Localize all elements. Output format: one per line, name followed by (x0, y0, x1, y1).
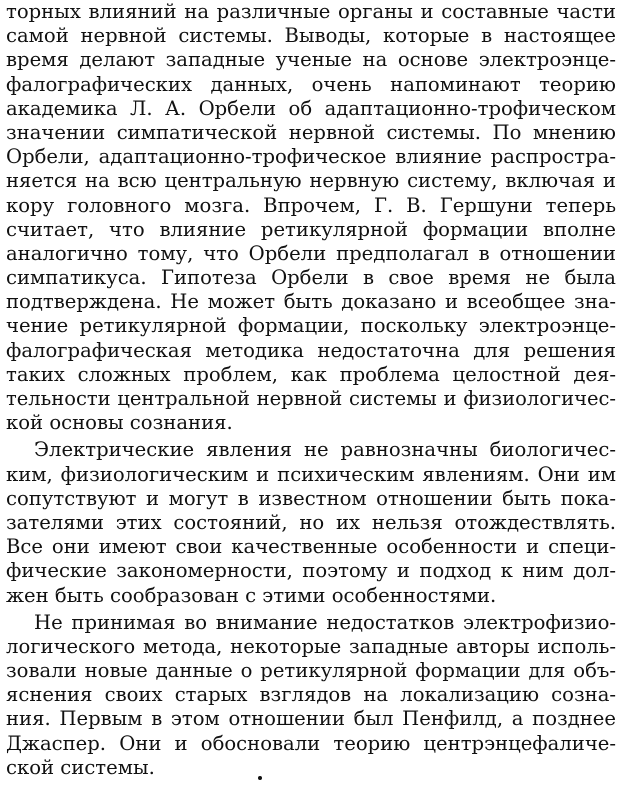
paragraph-1 (6, 0, 616, 435)
text-line: Все они имеют свои качественные особенности и специ- (6, 535, 616, 559)
text-line: считает, что влияние ретикулярной формации вполне (6, 217, 616, 241)
text-line: няется на всю центральную нервную систему, включая и (6, 169, 616, 193)
text-line: Орбели, адаптационно-трофическое влияние распростра- (6, 145, 616, 169)
text-line: жен быть сообразован с этими особенностями. (6, 583, 497, 607)
text-line: таких сложных проблем, как проблема целостной дея- (6, 362, 616, 386)
text-line: симпатикуса. Гипотеза Орбели в свое время не была (6, 266, 616, 290)
text-line: подтверждена. Не может быть доказано и всеобщее зна- (6, 290, 616, 314)
text-line: логического метода, некоторые западные авторы исполь- (6, 634, 616, 658)
text-line: фические закономерности, поэтому и подход к ним дол- (6, 559, 616, 583)
document-page (6, 0, 616, 787)
text-line: зовали новые данные о ретикулярной формации для объ- (6, 659, 616, 683)
text-line: чение ретикулярной формации, поскольку электроэнце- (6, 314, 616, 338)
text-line: Электрические явления не равнозначны биологичес- (34, 438, 616, 462)
text-line: фалографических данных, очень напоминают теорию (6, 72, 616, 96)
text-line: кой основы сознания. (6, 411, 233, 435)
text-line: аналогично тому, что Орбели предполагал в отношении (6, 241, 616, 265)
text-line: Джаспер. Они и обосновали теорию центрэнцефаличе- (6, 731, 616, 755)
text-line: кору головного мозга. Впрочем, Г. В. Гершуни теперь (6, 193, 616, 217)
text-line: ния. Первым в этом отношении был Пенфилд, а позднее (6, 707, 616, 731)
text-line: ской системы. (6, 755, 155, 779)
paragraph-3 (6, 611, 616, 780)
text-line: Не принимая во внимание недостатков электрофизио- (34, 610, 616, 634)
text-line: сопутствуют и могут в известном отношении быть пока- (6, 486, 616, 510)
text-line: торных влияний на различные органы и составные части (6, 0, 616, 23)
text-line: значении симпатической нервной системы. По мнению (6, 120, 616, 144)
text-line: ким, физиологическим и психическим явлениям. Они им (6, 462, 616, 486)
text-line: тельности центральной нервной системы и физиологичес- (6, 387, 616, 410)
text-line: академика Л. А. Орбели об адаптационно-трофическом (6, 96, 616, 120)
text-line: фалографическая методика недостаточна для решения (6, 338, 616, 362)
page-dot-mark (258, 776, 262, 780)
text-line: яснения своих старых взглядов на локализацию созна- (6, 683, 616, 707)
text-line: время делают западные ученые на основе электроэнце- (6, 48, 616, 72)
paragraph-2 (6, 438, 616, 607)
text-line: зателями этих состояний, но их нельзя отождествлять. (6, 510, 616, 534)
text-line: самой нервной системы. Выводы, которые в настоящее (6, 24, 616, 48)
